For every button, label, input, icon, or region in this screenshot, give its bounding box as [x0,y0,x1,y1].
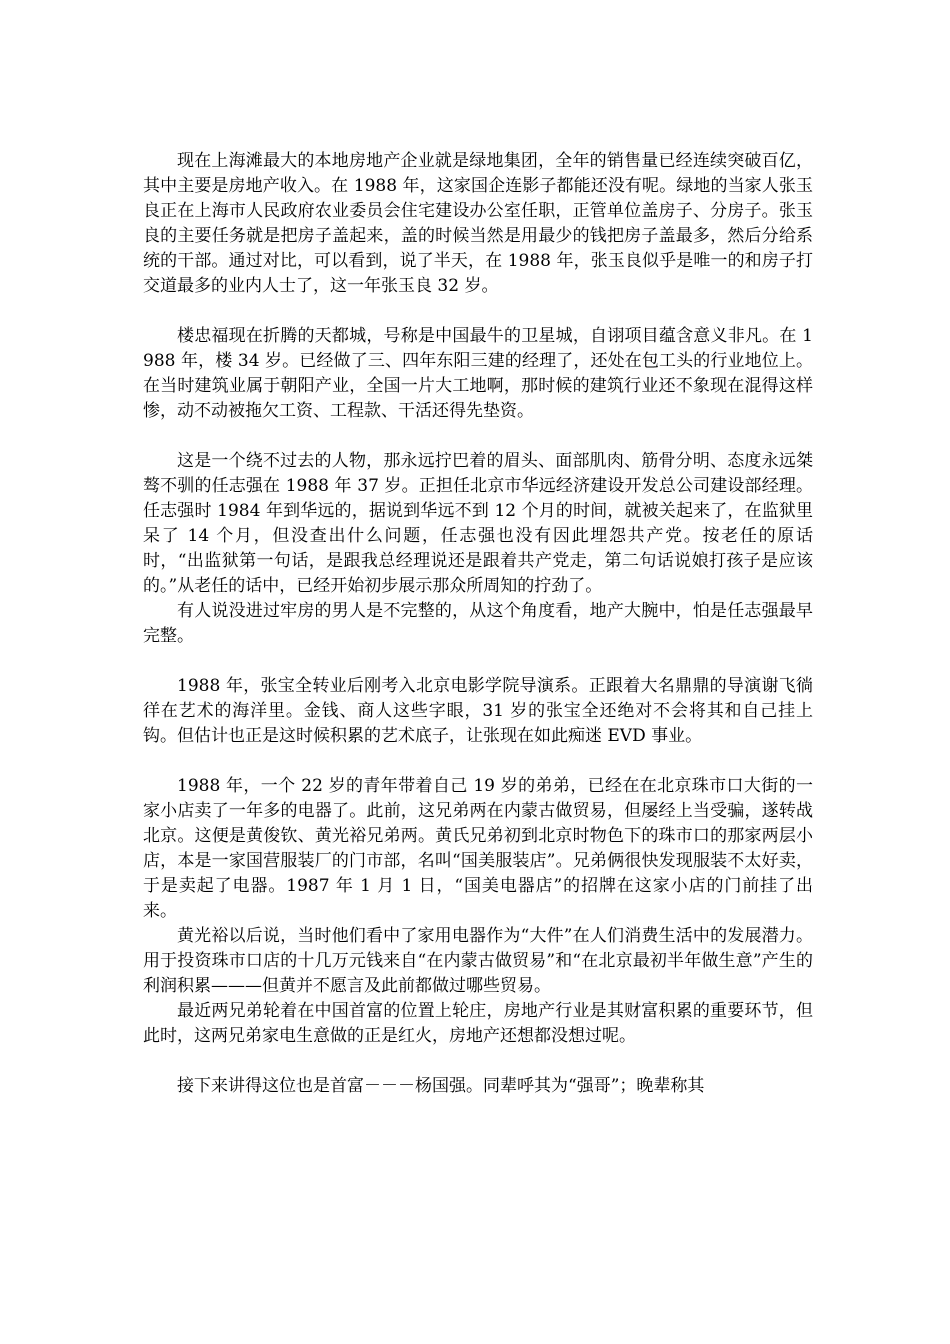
paragraph-lou-zhongfu: 楼忠福现在折腾的天都城，号称是中国最牛的卫星城，自诩项目蕴含意义非凡。在 1988 年，楼 34 岁。已经做了三、四年东阳三建的经理了，还处在包工头的行业地位上。在当时建筑业属于朝阳产业，全国一片大工地啊，那时候的建筑行业还不象现在混得这样惨，动不动被拖欠工资、工程款、干活还得先垫资。 [143,326,813,421]
paragraph-spacer [143,749,813,774]
document-body [143,149,813,1099]
paragraph-huang-richest: 最近两兄弟轮着在中国首富的位置上轮庄，房地产行业是其财富积累的重要环节，但此时，这两兄弟家电生意做的正是红火，房地产还想都没想过呢。 [143,1001,813,1046]
paragraph-huang-guangyu-quote: 黄光裕以后说，当时他们看中了家用电器作为“大件”在人们消费生活中的发展潜力。用于投资珠市口店的十几万元钱来自“在内蒙古做贸易”和“在北京最初半年做生意”产生的利润积累———但黄并不愿言及此前都做过哪些贸易。 [143,926,813,996]
paragraph-ren-zhiqiang: 这是一个绕不过去的人物，那永远拧巴着的眉头、面部肌肉、筋骨分明、态度永远桀骜不驯的任志强在 1988 年 37 岁。正担任北京市华远经济建设开发总公司建设部经理。任志强时 1984 年到华远的，据说到华远不到 12 个月的时间，就被关起来了，在监狱里呆了 14 个月，但没查出什么问题，任志强也没有因此埋怨共产党。按老任的原话时，“出监狱第一句话，是跟我总经理说还是跟着共产党走，第二句话说娘打孩子是应该的。”从老任的话中，已经开始初步展示那众所周知的拧劲了。 [143,451,813,596]
paragraph-huang-brothers: 1988 年，一个 22 岁的青年带着自己 19 岁的弟弟，已经在在北京珠市口大街的一家小店卖了一年多的电器了。此前，这兄弟两在内蒙古做贸易，但屡经上当受骗，遂转战北京。这便是黄俊钦、黄光裕兄弟两。黄氏兄弟初到北京时物色下的珠市口的那家两层小店，本是一家国营服装厂的门市部，名叫“国美服装店”。兄弟俩很快发现服装不太好卖，于是卖起了电器。1987 年 1 月 1 日，“国美电器店”的招牌在这家小店的门前挂了出来。 [143,776,813,921]
paragraph-yang-guoqiang: 接下来讲得这位也是首富－－－杨国强。同辈呼其为“强哥”；晚辈称其 [177,1076,705,1096]
paragraph-spacer [143,299,813,324]
paragraph-zhang-yuliang: 现在上海滩最大的本地房地产企业就是绿地集团，全年的销售量已经连续突破百亿，其中主要是房地产收入。在 1988 年，这家国企连影子都能还没有呢。绿地的当家人张玉良正在上海市人民政府农业委员会住宅建设办公室任职，正管单位盖房子、分房子。张玉良的主要任务就是把房子盖起来，盖的时候当然是用最少的钱把房子盖最多，然后分给系统的干部。通过对比，可以看到，说了半天，在 1988 年，张玉良似乎是唯一的和房子打交道最多的业内人士了，这一年张玉良 32 岁。 [143,151,813,296]
paragraph-spacer [143,1049,813,1074]
paragraph-spacer [143,649,813,674]
paragraph-zhang-baoquan: 1988 年，张宝全转业后刚考入北京电影学院导演系。正跟着大名鼎鼎的导演谢飞徜徉在艺术的海洋里。金钱、商人这些字眼，31 岁的张宝全还绝对不会将其和自己挂上钩。但估计也正是这时候积累的艺术底子，让张现在如此痴迷 EVD 事业。 [143,676,813,746]
paragraph-spacer [143,424,813,449]
paragraph-ren-zhiqiang-remark: 有人说没进过牢房的男人是不完整的，从这个角度看，地产大腕中，怕是任志强最早完整。 [143,601,813,646]
